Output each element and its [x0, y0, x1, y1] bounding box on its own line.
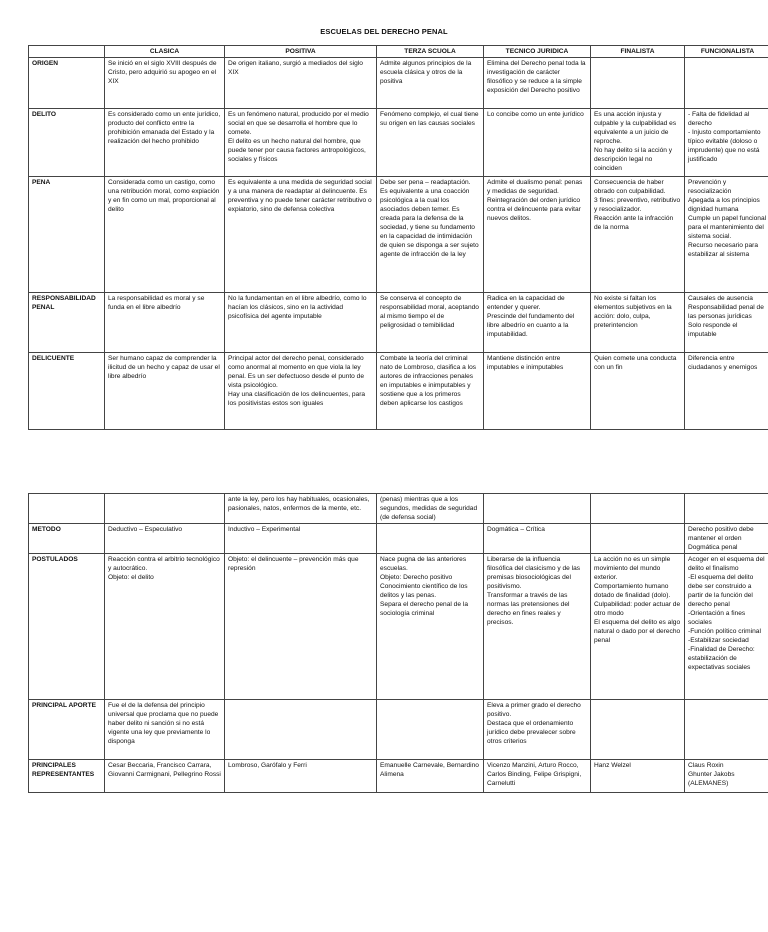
table-cell: Inductivo – Experimental: [225, 524, 377, 554]
table-cell: Derecho positivo debe mantener el orden Dogmática penal: [685, 524, 768, 554]
table-cell: Cesar Beccaria, Francisco Carrara, Giovanni Carmignani, Pellegrino Rossi: [105, 760, 225, 793]
table-row: [29, 524, 768, 554]
table-cell: [685, 58, 768, 109]
table-cell: Es equivalente a una medida de seguridad social y a una manera de readaptar al delincuente. Es preventiva y no puede tener carácter retributivo o expiatorio, sino de defensa colectiva: [225, 177, 377, 293]
table-cell: Se inició en el siglo XVIII después de Cristo, pero adquirió su apogeo en el XIX: [105, 58, 225, 109]
table-cell: ante la ley, pero los hay habituales, ocasionales, pasionales, natos, enfermos de la mente, etc.: [225, 494, 377, 524]
header-funcionalista: FUNCIONALISTA: [685, 46, 768, 58]
table-cell: No la fundamentan en el libre albedrío, como lo hacían los clásicos, sino en la actividad psicofísica del agente imputable: [225, 293, 377, 353]
table-cell: La acción no es un simple movimiento del mundo exterior. Comportamiento humano dotado de finalidad (dolo). Culpabilidad: poder actuar de otro modo El esquema del delito es algo natural o dado por el derecho penal: [591, 554, 685, 700]
table-cell: Hanz Welzel: [591, 760, 685, 793]
header-terza-scuola: TERZA SCUOLA: [377, 46, 484, 58]
table-cell: [591, 700, 685, 760]
table-cell: [591, 58, 685, 109]
table-cell: Combate la teoría del criminal nato de Lombroso, clasifica a los autores de infracciones penales en imputables e inimputables y sostiene que a los primeros deben aplicarse los castigos: [377, 353, 484, 430]
header-corner: [29, 46, 105, 58]
table-cell: Causales de ausencia Responsabilidad penal de las personas jurídicas Solo responde el imputable: [685, 293, 768, 353]
table-cell: Objeto: el delincuente – prevención más que represión: [225, 554, 377, 700]
header-tecnico-juridica: TECNICO JURIDICA: [484, 46, 591, 58]
table-cell: Ser humano capaz de comprender la ilicitud de un hecho y capaz de usar el libre albedrío: [105, 353, 225, 430]
table-cell: Es considerado como un ente jurídico, producto del conflicto entre la prohibición emanada del Estado y la realización del hecho prohibido: [105, 109, 225, 177]
schools-table-page-2: [28, 493, 768, 793]
table-cell: [685, 494, 768, 524]
header-finalista: FINALISTA: [591, 46, 685, 58]
document-title: ESCUELAS DEL DERECHO PENAL: [320, 27, 448, 36]
row-label: DELICUENTE: [29, 353, 105, 430]
table-cell: Lo concibe como un ente jurídico: [484, 109, 591, 177]
row-label: PRINCIPALES REPRESENTANTES: [29, 760, 105, 793]
table-cell: Liberarse de la influencia filosófica del clasicismo y de las premisas biosociológicas del positivismo. Transformar a través de las normas las pretensiones del derecho en fines reales y precisos.: [484, 554, 591, 700]
table-cell: [484, 494, 591, 524]
table-row: [29, 554, 768, 700]
table-cell: Debe ser pena – readaptación. Es equivalente a una coacción psicológica a la cual los asociados deben temer. Es creada para la defensa de la sociedad, y tiene su fundamento en la capacidad de intimidación de quien se disponga a ser sujeto agente de infracción de la ley: [377, 177, 484, 293]
table-row: [29, 58, 768, 109]
table-cell: [685, 700, 768, 760]
table-cell: Vicenzo Manzini, Arturo Rocco, Carlos Binding, Felipe Grispigni, Carnelutti: [484, 760, 591, 793]
table-cell: De origen italiano, surgió a mediados del siglo XIX: [225, 58, 377, 109]
row-label: METODO: [29, 524, 105, 554]
table-cell: Eleva a primer grado el derecho positivo. Destaca que el ordenamiento jurídico debe prevalecer sobre otros criterios: [484, 700, 591, 760]
table-cell: Claus Roxin Ghunter Jakobs (ALEMANES): [685, 760, 768, 793]
table-cell: Considerada como un castigo, como una retribución moral, como expiación y en fin como un mal, proporcional al delito: [105, 177, 225, 293]
table-row: [29, 177, 768, 293]
table-cell: Radica en la capacidad de entender y querer. Prescinde del fundamento del libre albedrío en cuanto a la imputabilidad.: [484, 293, 591, 353]
table-body-page-1: [29, 58, 768, 430]
table-cell: [225, 700, 377, 760]
table-cell: Quien comete una conducta con un fin: [591, 353, 685, 430]
table-cell: Es una acción injusta y culpable y la culpabilidad es equivalente a un juicio de reproche. No hay delito si la acción y descripción legal no coinciden: [591, 109, 685, 177]
table-cell: (penas) mientras que a los segundos, medidas de seguridad (de defensa social): [377, 494, 484, 524]
table-cell: No existe si faltan los elementos subjetivos en la acción: dolo, culpa, preterintencion: [591, 293, 685, 353]
table-cell: [377, 524, 484, 554]
table-cell: - Falta de fidelidad al derecho - Injusto comportamiento típico evitable (doloso o imprudente) que no está justificado: [685, 109, 768, 177]
table-row: [29, 760, 768, 793]
row-label: DELITO: [29, 109, 105, 177]
table-cell: La responsabilidad es moral y se funda en el libre albedrío: [105, 293, 225, 353]
table-cell: Fenómeno complejo, el cual tiene su origen en las causas sociales: [377, 109, 484, 177]
row-label: [29, 494, 105, 524]
table-cell: Principal actor del derecho penal, considerado como anormal al momento en que viola la ley penal. Es un ser defectuoso desde el punto de vista psicológico. Hay una clasificación de los delincuentes, para los positivistas estos son iguales: [225, 353, 377, 430]
table-cell: Consecuencia de haber obrado con culpabilidad. 3 fines: preventivo, retributivo y resocializador. Reacción ante la infracción de la norma: [591, 177, 685, 293]
row-label: ORIGEN: [29, 58, 105, 109]
table-cell: Nace pugna de las anteriores escuelas. Objeto: Derecho positivo Conocimiento científico de los delitos y las penas. Separa el derecho penal de la sociología criminal: [377, 554, 484, 700]
table-cell: Deductivo – Especulativo: [105, 524, 225, 554]
row-label: POSTULADOS: [29, 554, 105, 700]
row-label: PRINCIPAL APORTE: [29, 700, 105, 760]
table-cell: Fue el de la defensa del principio universal que proclama que no puede haber delito ni sanción si no está vigente una ley que previamente lo disponga: [105, 700, 225, 760]
table-cell: Elimina del Derecho penal toda la investigación de carácter filosófico y se reduce a la simple exposición del Derecho positivo: [484, 58, 591, 109]
header-clasica: CLASICA: [105, 46, 225, 58]
table-cell: Se conserva el concepto de responsabilidad moral, aceptando al mismo tiempo el de peligrosidad o temibilidad: [377, 293, 484, 353]
table-cell: Admite el dualismo penal: penas y medidas de seguridad. Reintegración del orden jurídico contra el delincuente para evitar nuevos delitos.: [484, 177, 591, 293]
table-cell: Lombroso, Garófalo y Ferri: [225, 760, 377, 793]
table-cell: Prevención y resocialización Apegada a los principios dignidad humana Cumple un papel funcional para el mantenimiento del sistema social. Recurso necesario para estabilizar al sistema: [685, 177, 768, 293]
table-cell: Admite algunos principios de la escuela clásica y otros de la positiva: [377, 58, 484, 109]
table-cell: Emanuelle Carnevale, Bernardino Alimena: [377, 760, 484, 793]
table-cell: [591, 524, 685, 554]
table-cell: Reacción contra el arbitrio tecnológico y autocrático. Objeto: el delito: [105, 554, 225, 700]
table-row: [29, 494, 768, 524]
header-positiva: POSITIVA: [225, 46, 377, 58]
table-cell: [105, 494, 225, 524]
schools-table-page-1: [28, 45, 768, 430]
row-label: PENA: [29, 177, 105, 293]
table-cell: [377, 700, 484, 760]
table-cell: Acoger en el esquema del delito el finalismo -El esquema del delito debe ser construido a partir de la función del derecho penal -Orientación a fines sociales -Función político criminal -Estabilizar sociedad -Finalidad de Derecho: estabilización de expectativas sociales: [685, 554, 768, 700]
table-row: [29, 353, 768, 430]
table-row: [29, 109, 768, 177]
table-row: [29, 700, 768, 760]
table-cell: Mantiene distinción entre imputables e inimputables: [484, 353, 591, 430]
table-body-page-2: [29, 494, 768, 793]
table-cell: Diferencia entre ciudadanos y enemigos: [685, 353, 768, 430]
table-cell: Dogmática – Crítica: [484, 524, 591, 554]
table-row: [29, 293, 768, 353]
table-cell: Es un fenómeno natural, producido por el medio social en que se desarrolla el hombre que lo comete. El delito es un hecho natural del hombre, que puede tener por causa factores antropológicos, sociales y físicos: [225, 109, 377, 177]
row-label: RESPONSABILIDAD PENAL: [29, 293, 105, 353]
header-row: [29, 46, 768, 58]
table-cell: [591, 494, 685, 524]
